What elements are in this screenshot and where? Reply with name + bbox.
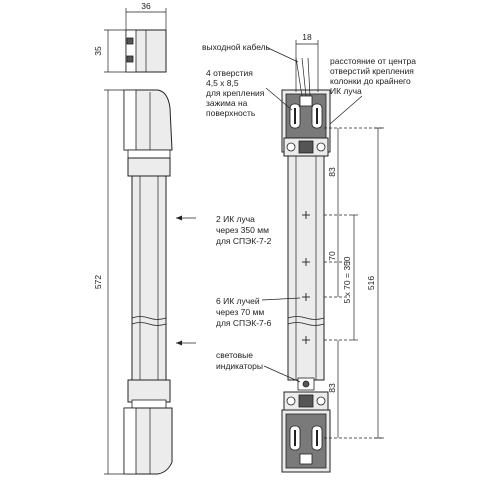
dim-ir-pitch bbox=[327, 215, 338, 297]
dim-cable-gap bbox=[296, 32, 318, 92]
dim-mount-span-text: 516 bbox=[366, 275, 376, 291]
svg-text:4 отверстия: 4 отверстия bbox=[206, 68, 253, 78]
top-view-side bbox=[126, 30, 136, 72]
side-view-tube bbox=[132, 176, 166, 398]
svg-text:6 ИК лучей: 6 ИК лучей bbox=[216, 296, 260, 306]
top-view bbox=[126, 30, 166, 72]
svg-text:ИК луча: ИК луча bbox=[330, 86, 362, 96]
label-mount-holes bbox=[206, 68, 292, 118]
svg-text:через 70 мм: через 70 мм bbox=[216, 307, 265, 317]
side-view-lower-clamp bbox=[128, 380, 170, 402]
dim-ir-span bbox=[342, 215, 358, 340]
dim-ir-span-text: 5 х 70 = 350 bbox=[342, 256, 352, 304]
front-view-screw-ur bbox=[317, 143, 325, 151]
svg-text:для крепления: для крепления bbox=[206, 88, 265, 98]
svg-text:выходной кабель: выходной кабель bbox=[202, 42, 271, 52]
side-view-upper-clamp bbox=[128, 158, 170, 176]
dim-total-height bbox=[93, 90, 124, 474]
dim-top-height-text: 35 bbox=[93, 46, 103, 56]
svg-text:2 ИК луча: 2 ИК луча bbox=[216, 214, 255, 224]
front-view-led bbox=[303, 381, 309, 387]
dim-upper-offset-text: 83 bbox=[327, 167, 337, 177]
side-view-lower-joint bbox=[132, 400, 166, 408]
svg-text:4,5 х 8,5: 4,5 х 8,5 bbox=[206, 78, 239, 88]
front-view-screw-lr bbox=[317, 397, 325, 405]
svg-text:зажима на: зажима на bbox=[206, 98, 248, 108]
side-view-bottom-cap-face bbox=[124, 408, 136, 474]
front-view-screw-ll bbox=[287, 397, 295, 405]
front-view-cable-entry bbox=[300, 96, 312, 106]
svg-text:отверстий крепления: отверстий крепления bbox=[330, 66, 414, 76]
front-view-screw-ul bbox=[287, 143, 295, 151]
svg-text:через 350 мм: через 350 мм bbox=[216, 225, 269, 235]
label-beam-distance bbox=[330, 56, 416, 124]
dim-ir-pitch-text: 70 bbox=[327, 251, 337, 261]
dim-total-height-text: 572 bbox=[93, 274, 103, 290]
svg-text:световые: световые bbox=[216, 350, 253, 360]
label-output-cable bbox=[202, 42, 298, 62]
dim-top-height bbox=[93, 30, 126, 72]
dim-top-width bbox=[126, 1, 166, 30]
svg-text:расстояние от центра: расстояние от центра bbox=[330, 56, 416, 66]
svg-text:для СПЭК-7-6: для СПЭК-7-6 bbox=[216, 318, 272, 328]
svg-text:поверхность: поверхность bbox=[206, 108, 256, 118]
label-ir-2-beams bbox=[216, 214, 272, 246]
label-ir-6-beams bbox=[216, 296, 300, 328]
front-view-clamp-block-top bbox=[299, 141, 313, 153]
front-view bbox=[282, 90, 330, 472]
dim-cable-gap-text: 18 bbox=[302, 32, 312, 42]
dim-lower-offset-text: 83 bbox=[327, 383, 337, 393]
side-view bbox=[124, 90, 172, 474]
svg-text:индикаторы: индикаторы bbox=[216, 361, 263, 371]
svg-text:для СПЭК-7-2: для СПЭК-7-2 bbox=[216, 236, 272, 246]
label-led-indicators bbox=[216, 350, 300, 382]
pointer-arrows bbox=[176, 216, 196, 346]
svg-text:колонки до крайнего: колонки до крайнего bbox=[330, 76, 411, 86]
front-view-tube bbox=[288, 156, 324, 380]
front-view-clamp-block-bottom bbox=[299, 395, 313, 407]
side-view-top-cap-face bbox=[124, 90, 136, 150]
dim-mount-span bbox=[366, 128, 384, 438]
top-view-notch-lower bbox=[127, 56, 133, 62]
top-view-notch-upper bbox=[127, 38, 133, 44]
dim-top-width-text: 36 bbox=[141, 1, 151, 11]
